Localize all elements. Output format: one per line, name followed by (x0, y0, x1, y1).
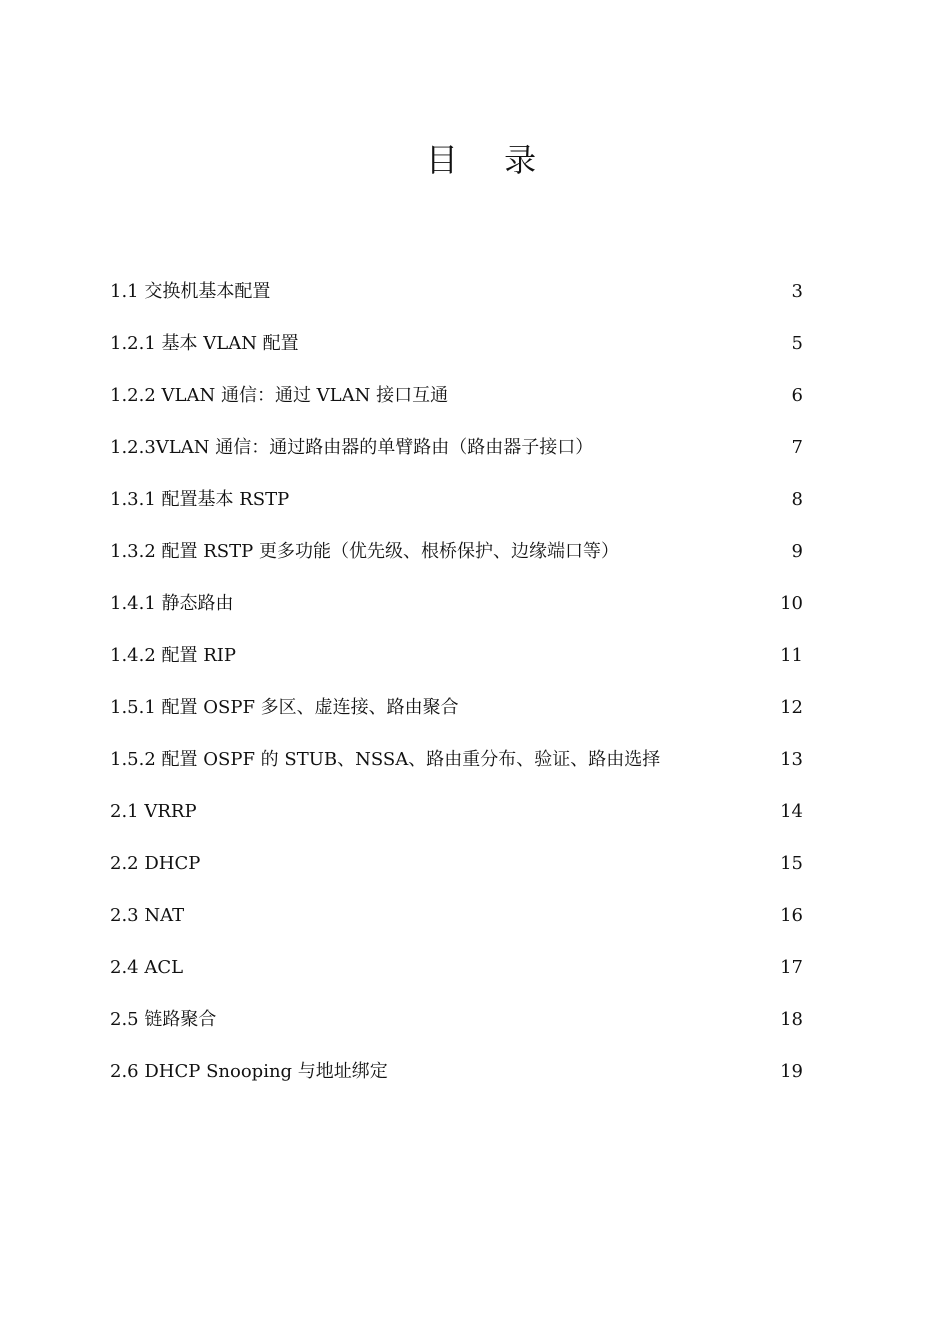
toc-entry (110, 370, 803, 422)
toc-entry-text: 2.1 VRRP (110, 801, 197, 822)
toc-title: 目 录 (425, 141, 555, 179)
toc-entry-page: 7 (791, 437, 803, 458)
toc-entry-text: 1.2.2 VLAN 通信：通过 VLAN 接口互通 (110, 385, 449, 406)
toc-entry-page: 5 (791, 333, 803, 354)
toc-entry-page: 15 (780, 853, 803, 874)
toc-entry (110, 838, 803, 890)
toc-entry-page: 17 (780, 957, 803, 978)
toc-entry (110, 318, 803, 370)
toc-entry-page: 6 (791, 385, 803, 406)
toc-entry (110, 1046, 803, 1098)
toc-entry-page: 13 (780, 749, 803, 770)
toc-entry-text: 1.5.1 配置 OSPF 多区、虚连接、路由聚合 (110, 697, 459, 718)
toc-entry-text: 1.2.1 基本 VLAN 配置 (110, 333, 299, 354)
toc-entry-text: 1.3.2 配置 RSTP 更多功能（优先级、根桥保护、边缘端口等） (110, 541, 619, 562)
toc-entry-page: 10 (780, 593, 803, 614)
toc-entry-page: 14 (780, 801, 803, 822)
toc-entry-page: 9 (791, 541, 803, 562)
toc-entry (110, 682, 803, 734)
toc-entry-page: 3 (791, 281, 803, 302)
toc-entry-text: 2.6 DHCP Snooping 与地址绑定 (110, 1061, 388, 1082)
toc-entry-text: 1.4.2 配置 RIP (110, 645, 237, 666)
toc-entry-text: 1.2.3VLAN 通信：通过路由器的单臂路由（路由器子接口） (110, 437, 594, 458)
toc-entry-text: 2.2 DHCP (110, 853, 201, 874)
toc-entry-text: 1.4.1 静态路由 (110, 593, 234, 614)
toc-entry-text: 2.4 ACL (110, 957, 184, 978)
toc-entry (110, 578, 803, 630)
toc-entry-page: 18 (780, 1009, 803, 1030)
toc-entry-text: 1.1 交换机基本配置 (110, 281, 271, 302)
toc-entry (110, 266, 803, 318)
toc-entry-page: 16 (780, 905, 803, 926)
toc-entry (110, 786, 803, 838)
toc-entry-page: 19 (780, 1061, 803, 1082)
toc-entry-page: 11 (780, 645, 803, 666)
toc-entry (110, 474, 803, 526)
toc-entry-text: 2.3 NAT (110, 905, 185, 926)
toc-entry-text: 1.3.1 配置基本 RSTP (110, 489, 290, 510)
toc-entry (110, 734, 803, 786)
toc-entry-page: 8 (791, 489, 803, 510)
toc-entry-text: 1.5.2 配置 OSPF 的 STUB、NSSA、路由重分布、验证、路由选择 (110, 749, 661, 770)
toc-entry (110, 630, 803, 682)
toc-entry (110, 942, 803, 994)
toc-entry (110, 422, 803, 474)
toc-entry (110, 994, 803, 1046)
toc-entry (110, 890, 803, 942)
toc-entry (110, 526, 803, 578)
toc-entry-page: 12 (780, 697, 803, 718)
toc-entry-text: 2.5 链路聚合 (110, 1009, 217, 1030)
toc-list (110, 266, 803, 1098)
